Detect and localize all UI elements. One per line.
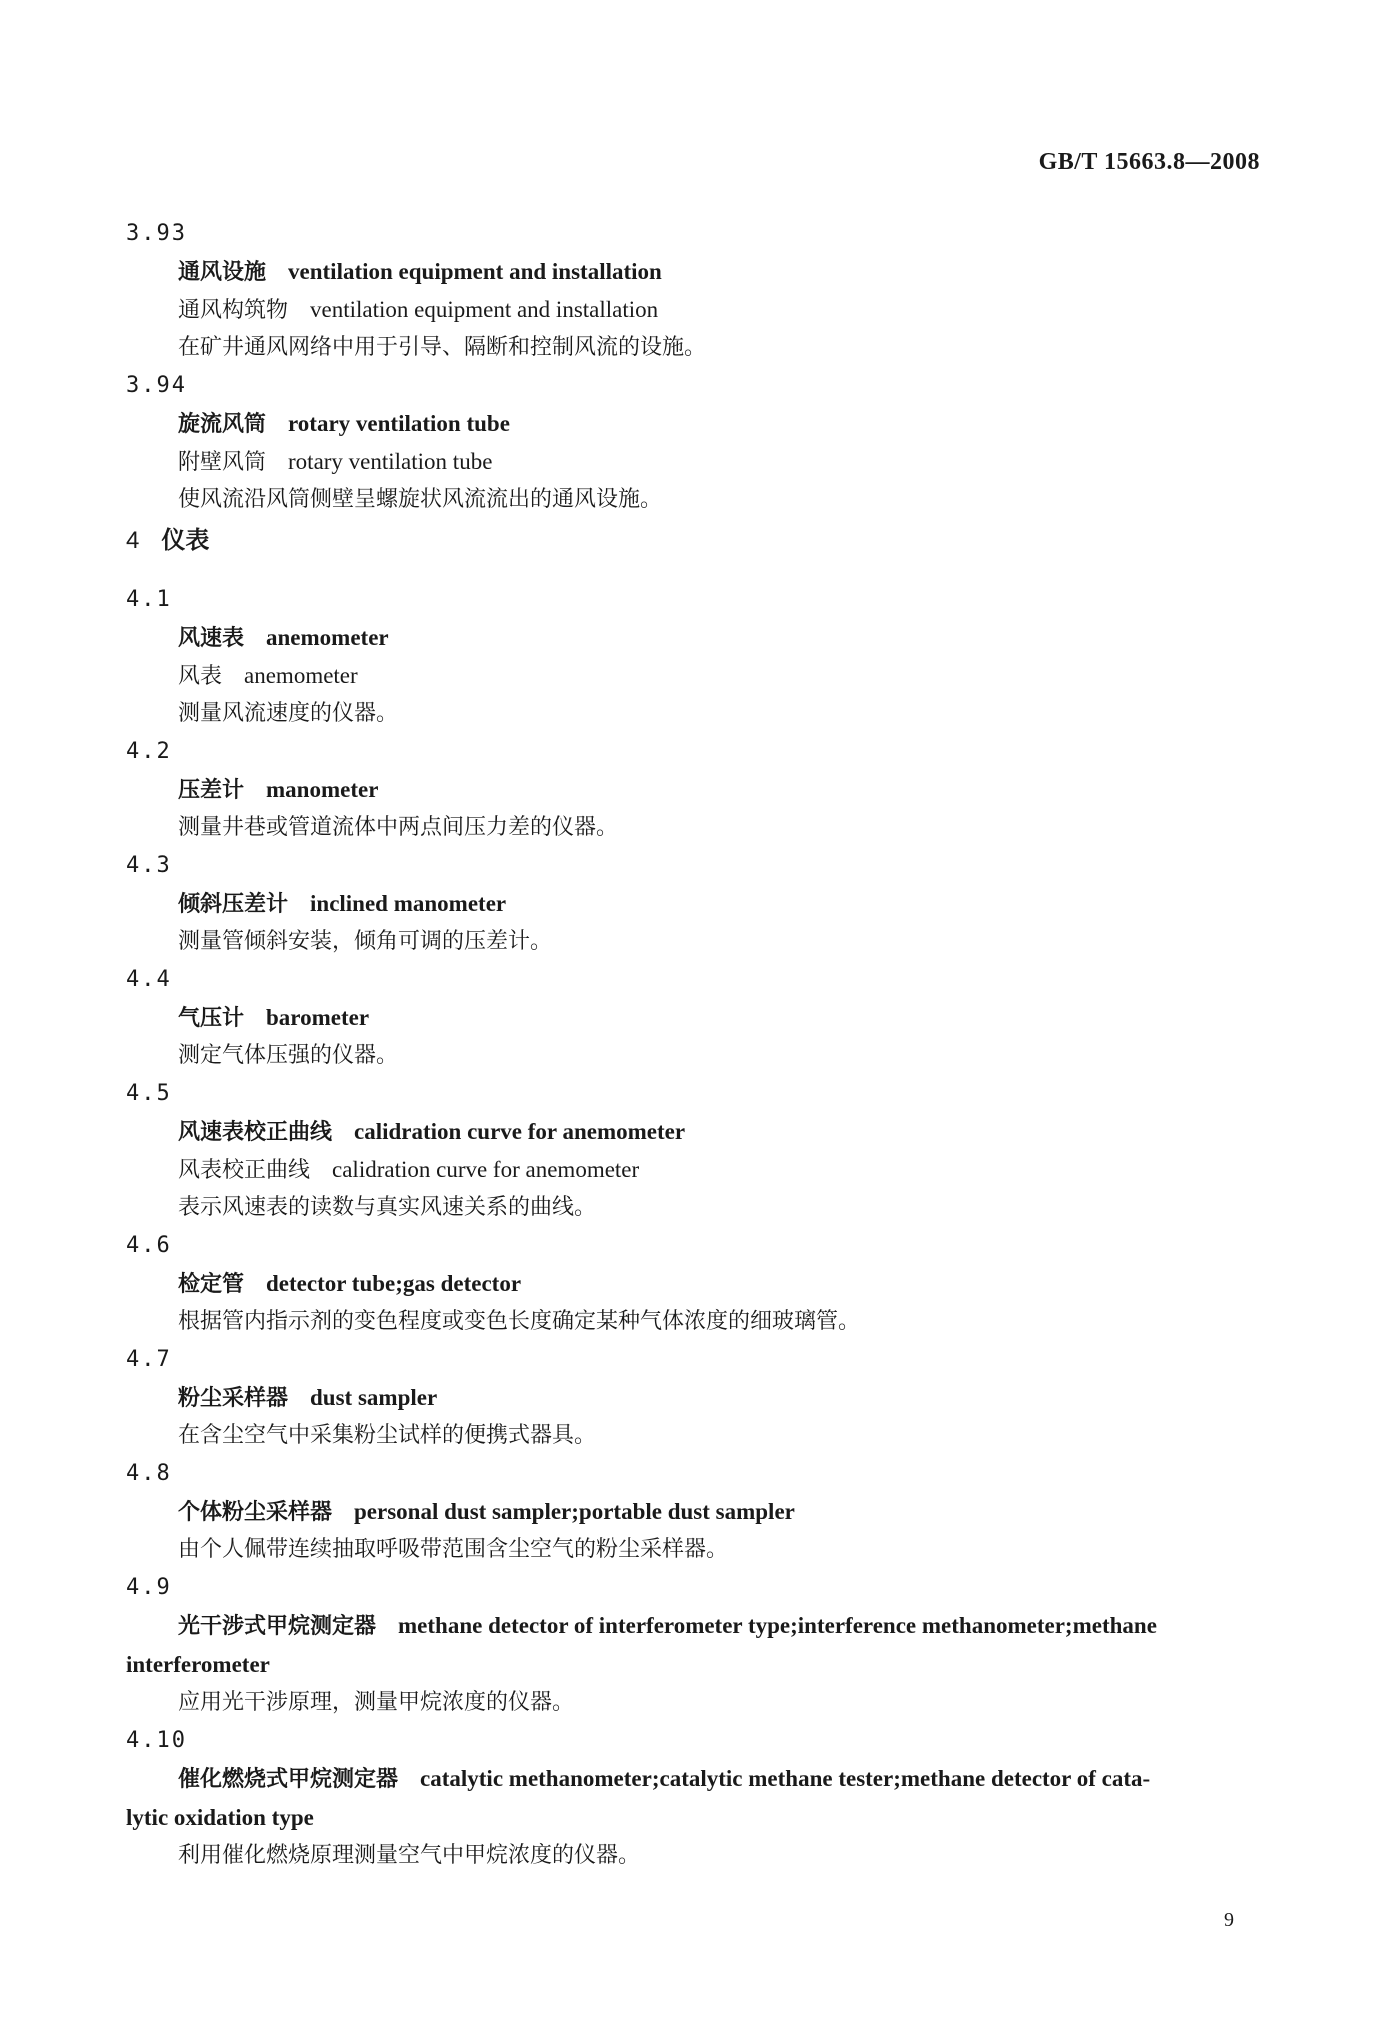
term-definition: 表示风速表的读数与真实风速关系的曲线。 [178, 1195, 597, 1220]
term-number: 3.93 [126, 221, 187, 246]
term-number: 4.10 [126, 1728, 187, 1753]
admitted-term-en: rotary ventilation tube [288, 449, 493, 474]
preferred-term-en-continued: lytic oxidation type [126, 1805, 314, 1830]
term-number: 4.4 [126, 967, 172, 992]
term-definition: 利用催化燃烧原理测量空气中甲烷浓度的仪器。 [178, 1843, 641, 1868]
preferred-term-en: manometer [266, 777, 379, 802]
admitted-term [126, 657, 1262, 695]
term-definition: 在含尘空气中采集粉尘试样的便携式器具。 [178, 1423, 597, 1448]
preferred-term-en: barometer [266, 1005, 370, 1030]
preferred-term-en: personal dust sampler;portable dust sampler [354, 1499, 795, 1524]
preferred-term-zh: 气压计 [178, 1006, 245, 1031]
preferred-term-zh: 光干涉式甲烷测定器 [178, 1614, 377, 1639]
preferred-term [126, 1265, 1262, 1303]
admitted-term-zh: 风表校正曲线 [178, 1158, 311, 1183]
preferred-term-en: detector tube;gas detector [266, 1271, 522, 1296]
admitted-term-zh: 风表 [178, 664, 223, 689]
term-number: 4.5 [126, 1081, 172, 1106]
preferred-term-zh: 催化燃烧式甲烷测定器 [178, 1767, 399, 1792]
preferred-term-en: calidration curve for anemometer [354, 1119, 686, 1144]
term-definition: 测量井巷或管道流体中两点间压力差的仪器。 [178, 815, 619, 840]
admitted-term-en: anemometer [244, 663, 358, 688]
term-number: 4.9 [126, 1575, 172, 1600]
term-definition: 应用光干涉原理，测量甲烷浓度的仪器。 [178, 1690, 575, 1715]
term-definition: 测量风流速度的仪器。 [178, 701, 399, 726]
term-number: 3.94 [126, 373, 187, 398]
term-definition: 使风流沿风筒侧壁呈螺旋状风流流出的通风设施。 [178, 487, 663, 512]
admitted-term-en: calidration curve for anemometer [332, 1157, 640, 1182]
term-number: 4.6 [126, 1233, 172, 1258]
section-title: 仪表 [161, 526, 210, 554]
section-number: 4 [126, 527, 140, 554]
preferred-term [126, 771, 1262, 809]
preferred-term-zh: 检定管 [178, 1272, 245, 1297]
admitted-term-zh: 附壁风筒 [178, 450, 267, 475]
preferred-term-en: methane detector of interferometer type;interference methanometer;methane [398, 1613, 1157, 1638]
term-number: 4.2 [126, 739, 172, 764]
preferred-term [126, 253, 1262, 291]
admitted-term-zh: 通风构筑物 [178, 298, 289, 323]
preferred-term-zh: 风速表校正曲线 [178, 1120, 333, 1145]
preferred-term [126, 1113, 1262, 1151]
preferred-term-en: catalytic methanometer;catalytic methane tester;methane detector of cata- [420, 1766, 1151, 1791]
admitted-term [126, 443, 1262, 481]
preferred-term [126, 1493, 1262, 1531]
term-number: 4.1 [126, 587, 172, 612]
term-definition: 根据管内指示剂的变色程度或变色长度确定某种气体浓度的细玻璃管。 [178, 1309, 861, 1334]
admitted-term [126, 1151, 1262, 1189]
term-number: 4.3 [126, 853, 172, 878]
preferred-term-en: rotary ventilation tube [288, 411, 510, 436]
preferred-term-zh: 通风设施 [178, 260, 267, 285]
preferred-term [126, 1607, 1262, 1684]
preferred-term-en: dust sampler [310, 1385, 438, 1410]
preferred-term [126, 885, 1262, 923]
term-definition: 在矿井通风网络中用于引导、隔断和控制风流的设施。 [178, 335, 707, 360]
preferred-term [126, 999, 1262, 1037]
preferred-term-zh: 旋流风筒 [178, 412, 267, 437]
term-definition: 由个人佩带连续抽取呼吸带范围含尘空气的粉尘采样器。 [178, 1537, 729, 1562]
preferred-term [126, 619, 1262, 657]
term-number: 4.7 [126, 1347, 172, 1372]
admitted-term-en: ventilation equipment and installation [310, 297, 659, 322]
preferred-term [126, 1379, 1262, 1417]
document-code: GB/T 15663.8—2008 [1038, 149, 1260, 175]
preferred-term-zh: 个体粉尘采样器 [178, 1500, 333, 1525]
preferred-term-en-continued: interferometer [126, 1652, 270, 1677]
page-content [126, 215, 1262, 1875]
preferred-term-en: inclined manometer [310, 891, 507, 916]
preferred-term-zh: 粉尘采样器 [178, 1386, 289, 1411]
section-heading [126, 519, 1262, 581]
term-definition: 测定气体压强的仪器。 [178, 1043, 399, 1068]
admitted-term [126, 291, 1262, 329]
preferred-term-zh: 倾斜压差计 [178, 892, 289, 917]
preferred-term-en: anemometer [266, 625, 389, 650]
term-number: 4.8 [126, 1461, 172, 1486]
preferred-term [126, 405, 1262, 443]
page-number: 9 [1224, 1909, 1234, 1931]
term-definition: 测量管倾斜安装，倾角可调的压差计。 [178, 929, 553, 954]
preferred-term-en: ventilation equipment and installation [288, 259, 662, 284]
preferred-term-zh: 风速表 [178, 626, 245, 651]
preferred-term-zh: 压差计 [178, 778, 245, 803]
preferred-term [126, 1760, 1262, 1837]
